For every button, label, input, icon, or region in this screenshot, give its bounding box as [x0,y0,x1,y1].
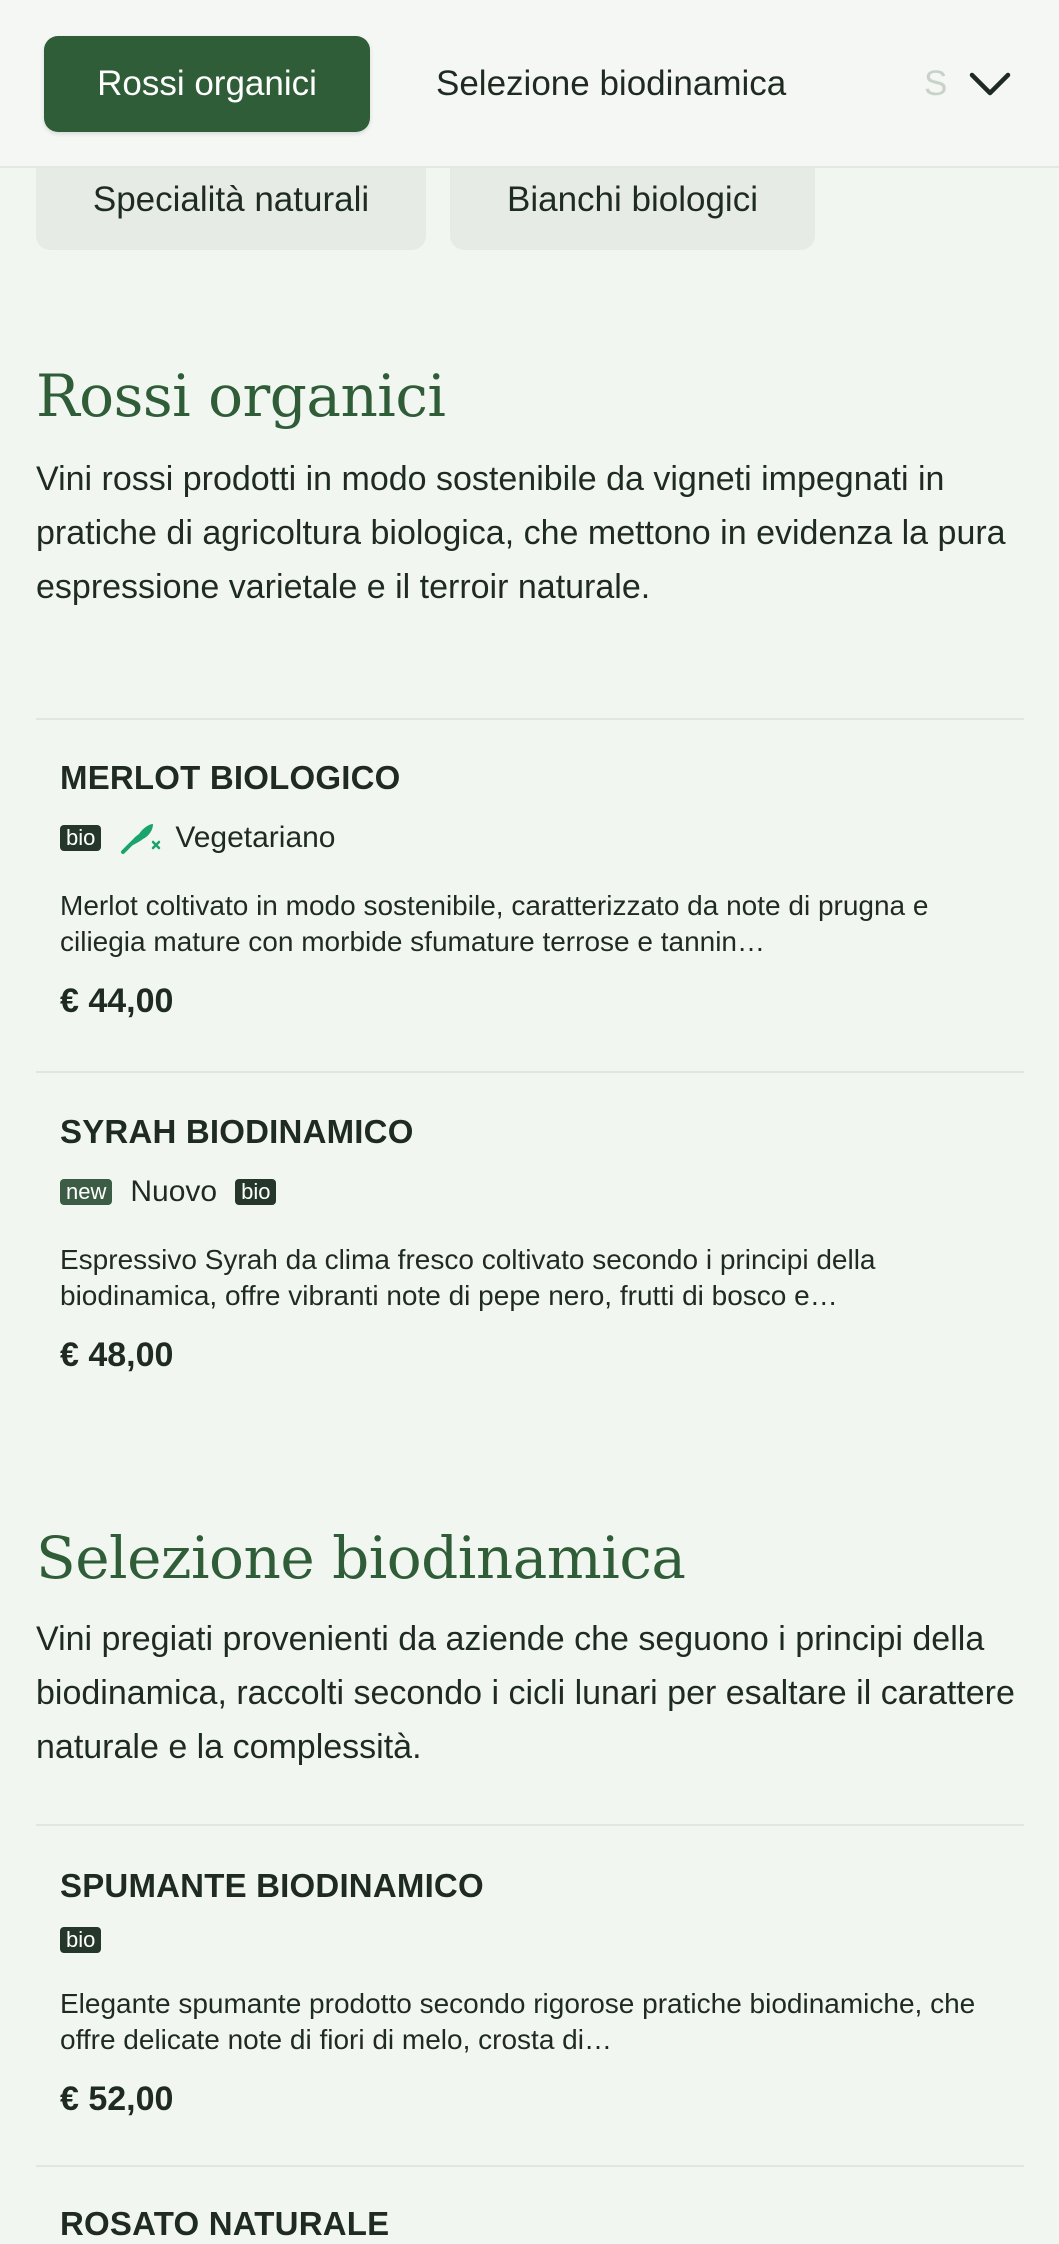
item-price: € 48,00 [60,1336,174,1374]
item-name: MERLOT BIOLOGICO [60,759,401,796]
chip-label: Bianchi biologici [507,180,758,219]
item-description: Espressivo Syrah da clima fresco coltivato secondo i principi della biodinamica, offre vibranti note di pepe nero, frutti di bosco e… [60,1244,876,1311]
tab-rossi-organici[interactable] [44,36,370,132]
tab-next-partial[interactable] [924,36,948,132]
chevron-down-icon [968,70,1012,98]
item-name: SPUMANTE BIODINAMICO [60,1867,484,1904]
menu-item[interactable] [60,2204,1020,2244]
section-description: Vini pregiati provenienti da aziende che seguono i principi della biodinamica, raccolti secondo i cicli lunari per esaltare il carattere naturale e la complessità. [36,1620,1015,1766]
item-tags [60,1920,1020,1960]
divider [36,718,1024,720]
section-title: Rossi organici [36,362,446,430]
tab-label: Selezione biodinamica [436,64,787,103]
bio-badge: bio [60,825,101,851]
item-tags [60,1172,1020,1212]
divider [36,1824,1024,1826]
section-description: Vini rossi prodotti in modo sostenibile da vigneti impegnati in pratiche di agricoltura biologica, che mettono in evidenza la pura espressione varietale e il terroir naturale. [36,460,1006,606]
item-name: SYRAH BIODINAMICO [60,1113,414,1150]
item-tags [60,818,1020,858]
new-label: Nuovo [130,1175,218,1208]
vegetarian-label: Vegetariano [175,821,336,854]
category-tab-bar [0,0,1059,168]
section-title: Selezione biodinamica [36,1524,686,1592]
menu-item[interactable] [60,1866,1020,2119]
item-description: Elegante spumante prodotto secondo rigorose pratiche biodinamiche, che offre delicate note di fiori di melo, crosta di… [60,1988,976,2055]
menu-item[interactable] [60,758,1020,1021]
item-price: € 52,00 [60,2080,174,2118]
tab-selezione-biodinamica[interactable] [436,36,786,132]
chip-label: Specialità naturali [92,180,370,219]
tab-label: S [924,64,948,103]
bio-badge: bio [60,1927,101,1953]
item-price: € 44,00 [60,982,174,1020]
new-badge: new [60,1179,112,1205]
divider [36,1071,1024,1073]
bio-badge: bio [235,1179,276,1205]
expand-categories-button[interactable] [960,54,1020,114]
vegetarian-leaf-icon [119,820,163,856]
item-name: ROSATO NATURALE [60,2205,390,2242]
menu-item[interactable] [60,1112,1020,1375]
divider [36,2165,1024,2167]
item-description: Merlot coltivato in modo sostenibile, caratterizzato da note di prugna e ciliegia mature con morbide sfumature terrose e tannin… [60,890,929,957]
tab-label: Rossi organici [97,64,317,103]
